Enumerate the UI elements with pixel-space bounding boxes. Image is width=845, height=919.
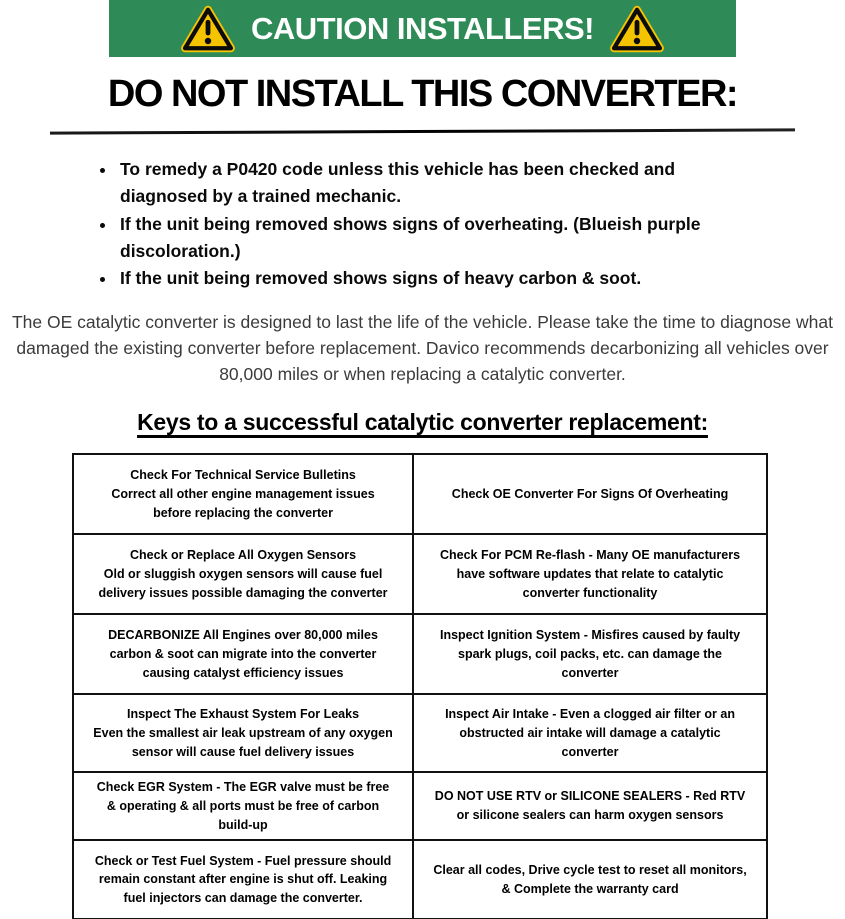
divider-rule: [50, 128, 795, 134]
table-row: [73, 694, 767, 772]
table-cell: [73, 534, 413, 614]
table-row: [73, 772, 767, 840]
cell-title: Check OE Converter For Signs Of Overheating: [451, 486, 729, 501]
cell-title: Check or Test Fuel System - Fuel pressure should remain constant after engine is shut off. Leaking fuel injectors can damage the converter.: [94, 853, 392, 906]
table-row: [73, 454, 767, 534]
cell-detail: Even the smallest air leak upstream of any oxygen sensor will cause fuel delivery issues: [93, 725, 393, 759]
cell-title: DO NOT USE RTV or SILICONE SEALERS - Red RTV or silicone sealers can harm oxygen sensors: [434, 789, 746, 823]
caution-banner: [109, 0, 736, 57]
cell-title: Inspect The Exhaust System For Leaks: [127, 707, 360, 722]
cell-detail: Old or sluggish oxygen sensors will cause fuel delivery issues possible damaging the converter: [98, 566, 388, 600]
table-row: [73, 840, 767, 919]
warning-bullet: • To remedy a P0420 code unless this vehicle has been checked and diagnosed by a trained mechanic.: [117, 156, 737, 211]
table-cell: [413, 840, 767, 919]
cell-title: Check EGR System - The EGR valve must be free & operating & all ports must be free of carbon build-up: [96, 780, 390, 832]
table-cell: [73, 840, 413, 919]
cell-title: Check For PCM Re-flash - Many OE manufacturers have software updates that relate to catalytic converter functionality: [439, 548, 741, 600]
cell-detail: Correct all other engine management issues before replacing the converter: [111, 486, 375, 520]
table-cell: [413, 454, 767, 534]
table-cell: [73, 614, 413, 694]
warning-triangle-icon: [610, 5, 664, 53]
table-cell: [73, 454, 413, 534]
intro-paragraph: The OE catalytic converter is designed to last the life of the vehicle. Please take the time to diagnose what damaged the existing converter before replacement. Davico recommends decarbonizing all vehicles over 80,000 miles or when replacing a catalytic converter.: [11, 312, 833, 385]
banner-title: CAUTION INSTALLERS!: [251, 10, 594, 46]
table-cell: [413, 772, 767, 840]
table-cell: [413, 614, 767, 694]
table-cell: [413, 694, 767, 772]
table-row: [73, 614, 767, 694]
warning-bullet: • If the unit being removed shows signs of heavy carbon & soot.: [117, 265, 737, 292]
cell-title: Inspect Air Intake - Even a clogged air filter or an obstructed air intake will damage a catalytic converter: [445, 707, 735, 759]
cell-title: Check or Replace All Oxygen Sensors: [130, 548, 357, 563]
table-cell: [73, 694, 413, 772]
keys-table: [72, 453, 768, 919]
cell-title: Check For Technical Service Bulletins: [130, 468, 356, 483]
table-cell: [73, 772, 413, 840]
warning-triangle-icon: [181, 5, 235, 53]
table-row: [73, 534, 767, 614]
warning-bullet-list: [0, 156, 845, 292]
cell-title: Clear all codes, Drive cycle test to reset all monitors, & Complete the warranty card: [433, 862, 747, 896]
warning-bullet: • If the unit being removed shows signs of overheating. (Blueish purple discoloration.): [117, 211, 737, 266]
page-title: DO NOT INSTALL THIS CONVERTER:: [107, 73, 738, 115]
keys-heading: Keys to a successful catalytic converter replacement:: [137, 409, 708, 436]
table-cell: [413, 534, 767, 614]
cell-title: Inspect Ignition System - Misfires caused by faulty spark plugs, coil packs, etc. can damage the converter: [439, 628, 741, 680]
cell-title: DECARBONIZE All Engines over 80,000 miles carbon & soot can migrate into the converter causing catalyst efficiency issues: [108, 628, 378, 680]
